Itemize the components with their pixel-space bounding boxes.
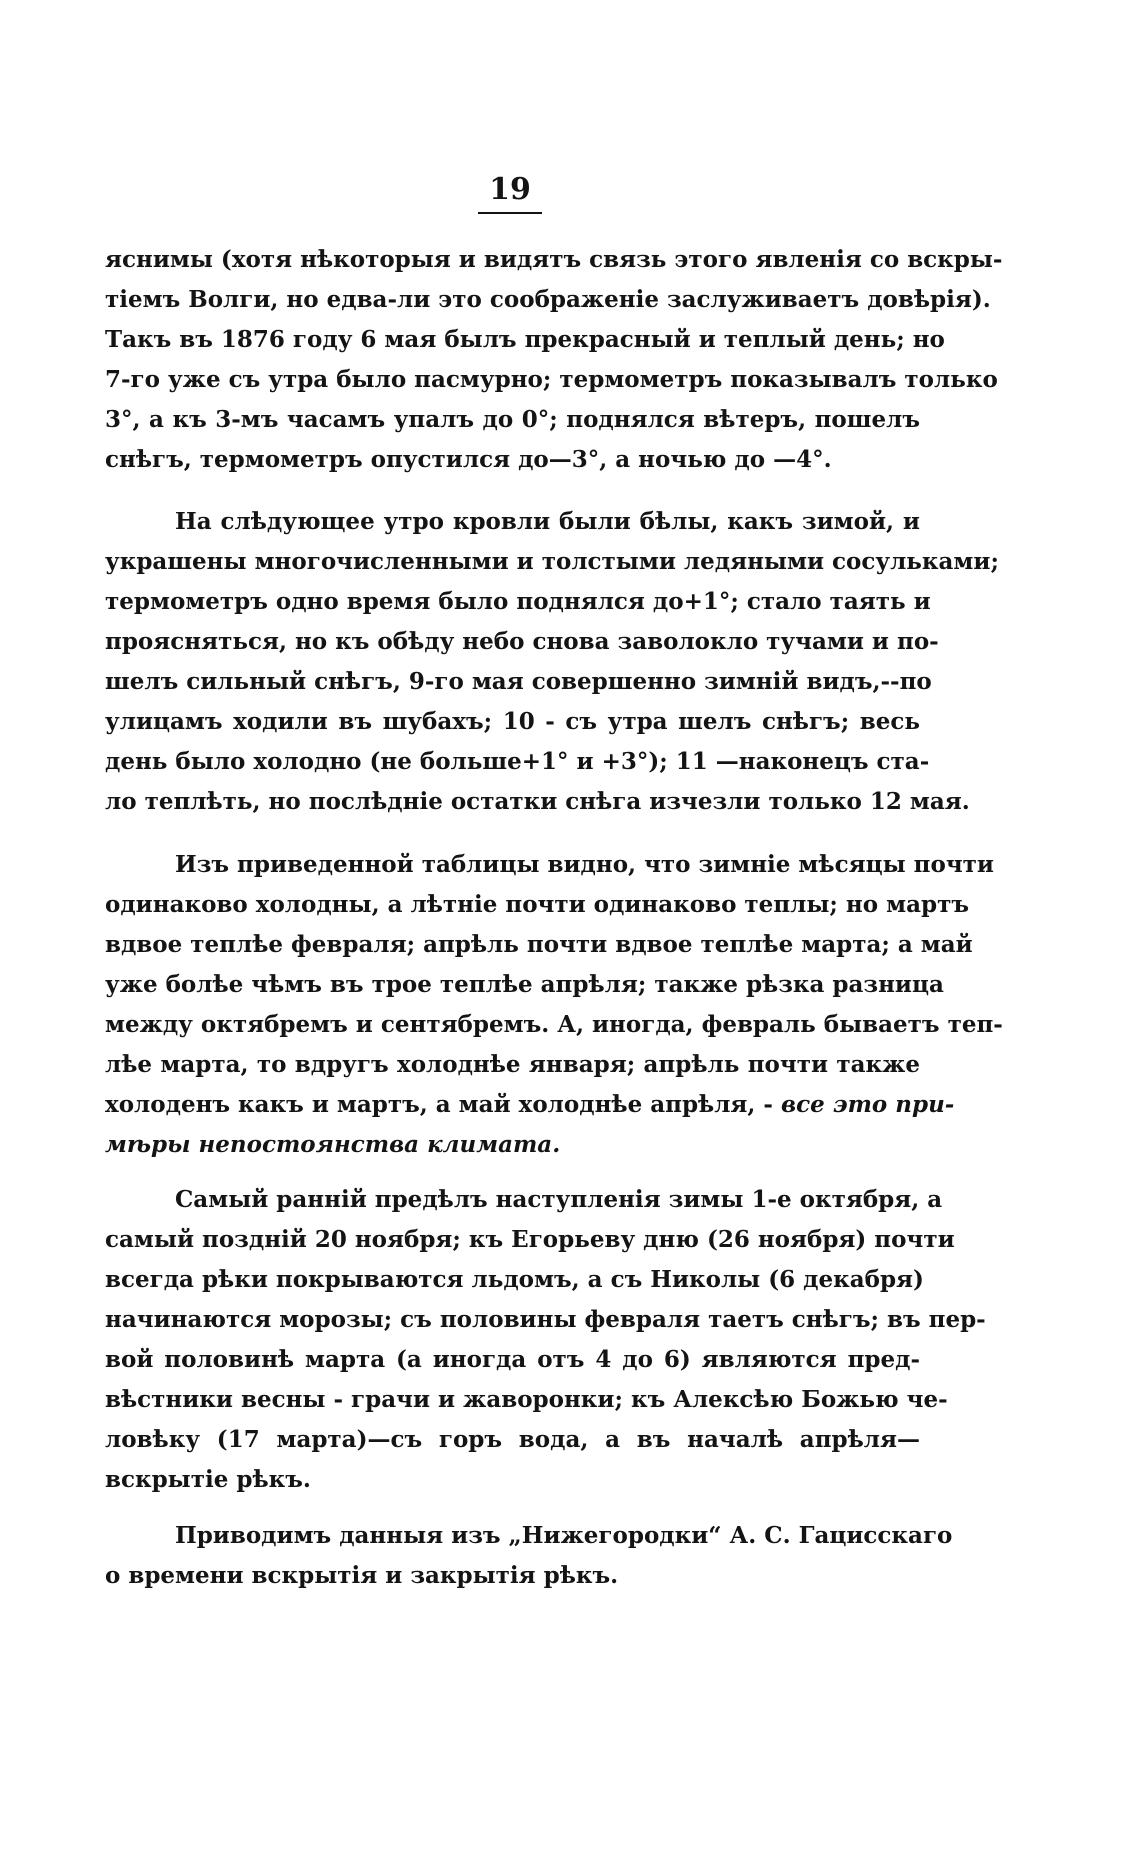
text-line: лѣе марта, то вдругъ холоднѣе января; апрѣль почти также — [105, 1051, 920, 1078]
text-line-mixed — [105, 1085, 955, 1125]
text-line: украшены многочисленными и толстыми ледяными сосульками; — [105, 548, 999, 575]
text-line: самый поздній 20 ноября; къ Егорьеву дню (26 ноября) почти — [105, 1226, 955, 1253]
text-line: вскрытіе рѣкъ. — [105, 1466, 311, 1493]
text-line: вдвое теплѣе февраля; апрѣль почти вдвое теплѣе марта; а май — [105, 931, 973, 958]
page-number: 19 — [489, 172, 531, 207]
text-line: Такъ въ 1876 году 6 мая былъ прекрасный и теплый день; но — [105, 326, 945, 353]
text-line: ловѣку (17 марта)—съ горъ вода, а въ началѣ апрѣля— — [105, 1426, 920, 1453]
paragraph-1 — [105, 240, 1003, 480]
text-line: между октябремъ и сентябремъ. А, иногда, февраль бываетъ теп- — [105, 1011, 1003, 1038]
text-line: тіемъ Волги, но едва-ли это соображеніе заслуживаетъ довѣрія). — [105, 286, 991, 313]
page-number-rule — [478, 212, 542, 214]
text-line: термометръ одно время было поднялся до+1°; стало таять и — [105, 588, 931, 615]
text-line: ло теплѣть, но послѣдніе остатки снѣга изчезли только 12 мая. — [105, 788, 970, 815]
text-line: 3°, а къ 3-мъ часамъ упалъ до 0°; поднялся вѣтеръ, пошелъ — [105, 406, 920, 433]
text-line: день было холодно (не больше+1° и +3°); 11 —наконецъ ста- — [105, 748, 930, 775]
text-line: яснимы (хотя нѣкоторыя и видятъ связь этого явленія со вскры- — [105, 246, 1003, 273]
text-line: всегда рѣки покрываются льдомъ, а съ Николы (6 декабря) — [105, 1266, 924, 1293]
text-line: проясняться, но къ обѣду небо снова заволокло тучами и по- — [105, 628, 939, 655]
paragraph-4 — [105, 1180, 986, 1500]
text-line: начинаются морозы; съ половины февраля таетъ снѣгъ; въ пер- — [105, 1306, 986, 1333]
text-line: вой половинѣ марта (а иногда отъ 4 до 6) являются пред- — [105, 1346, 920, 1373]
italic-text: мѣры непостоянства климата. — [105, 1131, 561, 1158]
text-line: Самый ранній предѣлъ наступленія зимы 1-е октября, а — [175, 1186, 943, 1213]
text-line — [105, 1125, 920, 1165]
text-line: улицамъ ходили въ шубахъ; 10 - съ утра шелъ снѣгъ; весь — [105, 708, 920, 735]
text-line: На слѣдующее утро кровли были бѣлы, какъ зимой, и — [175, 508, 920, 535]
text-line: одинаково холодны, а лѣтніе почти одинаково теплы; но мартъ — [105, 891, 969, 918]
text-line: уже болѣе чѣмъ въ трое теплѣе апрѣля; также рѣзка разница — [105, 971, 944, 998]
text-line: 7-го уже съ утра было пасмурно; термометръ показывалъ только — [105, 366, 998, 393]
text-line: шелъ сильный снѣгъ, 9-го мая совершенно зимній видъ,--по — [105, 668, 932, 695]
text-line: вѣстники весны - грачи и жаворонки; къ Алексѣю Божью че- — [105, 1386, 948, 1413]
text-line: Приводимъ данныя изъ „Нижегородки“ А. С. Гацисскаго — [175, 1522, 953, 1549]
paragraph-5 — [105, 1516, 953, 1596]
text-line: о времени вскрытія и закрытія рѣкъ. — [105, 1562, 619, 1589]
paragraph-3 — [105, 845, 1003, 1165]
text-line: Изъ приведенной таблицы видно, что зимніе мѣсяцы почти — [175, 851, 994, 878]
paragraph-2 — [105, 502, 999, 822]
text-line: снѣгъ, термометръ опустился до—3°, а ночью до —4°. — [105, 446, 832, 473]
italic-text: все это при- — [781, 1091, 955, 1118]
text-line-segment: холоденъ какъ и мартъ, а май холоднѣе апрѣля, - — [105, 1091, 773, 1118]
